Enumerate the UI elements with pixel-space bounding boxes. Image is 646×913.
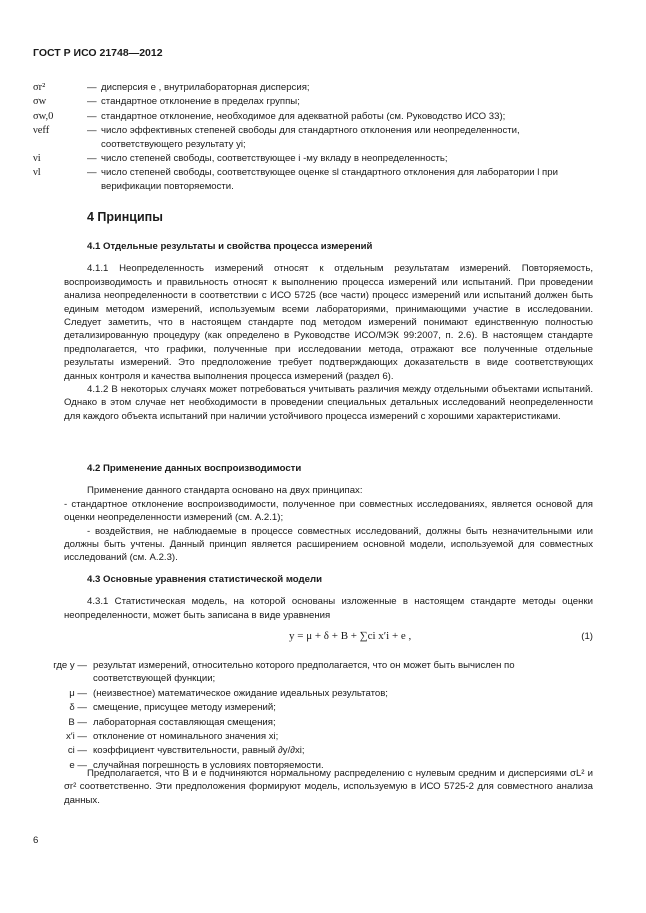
where-text: коэффициент чувствительности, равный ∂y/∂xi; [93, 745, 305, 757]
where-item [33, 716, 593, 729]
where-symbol: B — [68, 716, 87, 728]
paragraph: Применение данного стандарта основано на двух принципах: [87, 485, 363, 497]
definition-symbol: σr² [33, 82, 46, 93]
definition-row: σr² — дисперсия e , внутрилабораторная дисперсия; [33, 81, 593, 94]
where-text: случайная погрешность в условиях повторяемости. [93, 759, 324, 771]
equation-number: (1) [581, 631, 593, 642]
definition-row: σw — стандартное отклонение в пределах группы; [33, 95, 593, 108]
definition-text: число степеней свободы, соответствующее оценке sl стандартного отклонения для лаборатории l при верификации повторяемости. [101, 167, 558, 192]
definition-row: νeff — число эффективных степеней свободы для стандартного отклонения или неопределенности, соответствующего результату yi; [33, 124, 593, 151]
definition-text: стандартное отклонение в пределах группы; [101, 96, 300, 108]
section-heading: 4 Принципы [87, 210, 163, 224]
where-item [33, 744, 593, 757]
where-text: (неизвестное) математическое ожидание идеальных результатов; [93, 687, 388, 699]
definition-row: σw,0 — стандартное отклонение, необходимое для адекватной работы (см. Руководство ИСО 33); [33, 110, 593, 123]
definition-text: дисперсия e , внутрилабораторная дисперсия; [101, 82, 310, 93]
where-item [33, 687, 593, 700]
symbol-definitions [33, 81, 593, 194]
where-item [33, 730, 593, 743]
paragraph: Предполагается, что B и e подчиняются нормальному распределению с нулевым средним и дисперсиями σL² и σr² соответственно. Эти предположения формируют модель, используемую в ИСО 5725-2 для совместного анализа данных. [64, 768, 593, 806]
where-symbol: где y — [53, 660, 87, 671]
paragraph: 4.1.1 Неопределенность измерений относят к отдельным результатам измерений. Повторяемость, воспроизводимость и правильность относят к выполнению процесса измерений или испытаний. При проведении анализа неопределенности в соответствии с ИСО 5725 (все части) процесс измерений или испытаний должен быть единым методом измерений, используемым всеми лабораториями, принимающими участие в исследовании. Следует заметить, что в настоящем стандарте под методом измерений понимают единственную полностью детализированную процедуру (как определено в Руководстве ИСО/МЭК 99:2007, п. 2.6). В настоящем стандарте предполагается, что графики, полученные при исследовании метода, отражают все полученные отдельные результаты измерений. Это предположение требует подтверждающих доказательств в виде соответствующих данных контроля и качества выполнения процесса измерений (раздел 6). [64, 263, 593, 382]
where-text: результат измерений, относительно которого предполагается, что он может быть вычислен по соответствующей функции; [93, 660, 515, 685]
subsection-heading: 4.2 Применение данных воспроизводимости [87, 463, 302, 474]
definition-symbol: νl [33, 167, 41, 179]
definition-text: число эффективных степеней свободы для стандартного отклонения или неопределенности, соответствующего результату yi; [101, 125, 520, 150]
where-symbol: δ — [69, 702, 87, 714]
paragraph: - стандартное отклонение воспроизводимости, полученное при совместных исследованиях, является основой для оценки неопределенности измерений (см. А.2.1); [64, 498, 593, 524]
where-symbol: μ — [69, 687, 87, 699]
where-text: смещение, присущее методу измерений; [93, 702, 276, 714]
definition-symbol: σw [33, 96, 47, 108]
where-item [33, 659, 593, 686]
subsection-heading: 4.3 Основные уравнения статистической модели [87, 574, 322, 585]
paragraph: 4.3.1 Статистическая модель, на которой основаны изложенные в настоящем стандарте методы оценки неопределенности, может быть записана в виде уравнения [64, 596, 593, 621]
where-text: лабораторная составляющая смещения; [93, 716, 276, 728]
definition-symbol: σw,0 [33, 110, 54, 122]
paragraph: - воздействия, не наблюдаемые в процессе совместных исследований, должны быть незначительными или должны быть учтены. Данный принцип является расширением основной модели, используемой для совместных исследований (см. А.2.3). [64, 525, 593, 564]
definition-text: стандартное отклонение, необходимое для адекватной работы (см. Руководство ИСО 33); [101, 110, 506, 122]
where-symbol: e — [69, 759, 87, 771]
paragraph: 4.1.2 В некоторых случаях может потребоваться учитывать различия между отдельными объектами испытаний. Однако в этом случае нет необходимости в проведении специальных детальных исследований неопределенности для каждого объекта испытаний при наличии устойчивого процесса измерений с хорошими характеристиками. [64, 384, 593, 422]
where-list [33, 659, 593, 773]
page-number: 6 [33, 835, 39, 846]
subsection-heading: 4.1 Отдельные результаты и свойства процесса измерений [87, 241, 373, 252]
definition-row: νi — число степеней свободы, соответствующее i -му вкладу в неопределенность; [33, 152, 593, 165]
definition-symbol: νi [33, 153, 41, 165]
document-header: ГОСТ Р ИСО 21748—2012 [33, 47, 163, 59]
subsection-4-3 [64, 573, 593, 622]
definition-symbol: νeff [33, 125, 50, 137]
definition-row: νl — число степеней свободы, соответствующее оценке sl стандартного отклонения для лаборатории l при верификации повторяемости. [33, 166, 593, 193]
subsection-4-2 [64, 462, 593, 565]
where-symbol: ci — [67, 745, 87, 757]
definition-text: число степеней свободы, соответствующее i -му вкладу в неопределенность; [101, 153, 448, 165]
where-symbol: x′i — [66, 731, 87, 743]
where-item [33, 701, 593, 714]
equation-formula: y = μ + δ + B + ∑ci x′i + e , [289, 630, 412, 642]
closing-paragraph [64, 767, 593, 807]
equation-1 [64, 630, 593, 646]
subsection-4-1 [64, 240, 593, 423]
where-text: отклонение от номинального значения xi; [93, 731, 279, 743]
